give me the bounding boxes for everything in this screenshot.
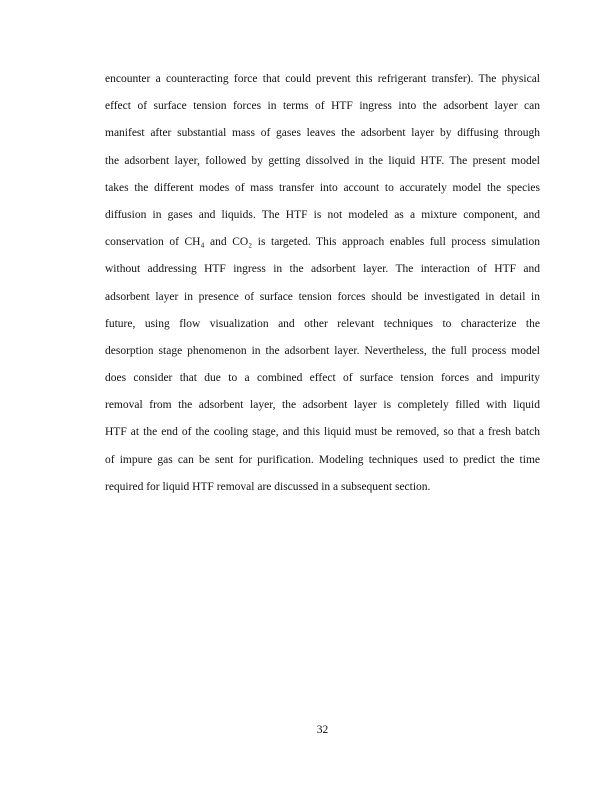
text-line: manifest after substantial mass of gases leaves the adsorbent layer by diffusing through [105,127,540,140]
text-line: removal from the adsorbent layer, the adsorbent layer is completely filled with liquid [105,399,540,412]
text-line: future, using flow visualization and other relevant techniques to characterize the [105,317,540,330]
text-line: without addressing HTF ingress in the adsorbent layer. The interaction of HTF and [105,263,540,276]
text-line: the adsorbent layer, followed by getting dissolved in the liquid HTF. The present model [105,154,540,167]
text-line: desorption stage phenomenon in the adsorbent layer. Nevertheless, the full process model [105,344,540,357]
text-line: adsorbent layer in presence of surface tension forces should be investigated in detail in [105,290,540,303]
text-line: takes the different modes of mass transfer into account to accurately model the species [105,181,540,194]
text-line: encounter a counteracting force that could prevent this refrigerant transfer). The physical [105,73,540,85]
body-paragraph [105,66,540,501]
text-line: HTF at the end of the cooling stage, and this liquid must be removed, so that a fresh batch [105,426,540,439]
text-line: does consider that due to a combined effect of surface tension forces and impurity [105,372,540,385]
text-line: effect of surface tension forces in terms of HTF ingress into the adsorbent layer can [105,100,540,113]
text-line: required for liquid HTF removal are discussed in a subsequent section. [105,480,431,493]
text-line: conservation of CH₄ and CO₂ is targeted. This approach enables full process simulation [105,236,540,249]
text-line: of impure gas can be sent for purification. Modeling techniques used to predict the time [105,453,540,466]
page-number: 32 [316,724,329,736]
text-line: diffusion in gases and liquids. The HTF is not modeled as a mixture component, and [105,208,540,221]
